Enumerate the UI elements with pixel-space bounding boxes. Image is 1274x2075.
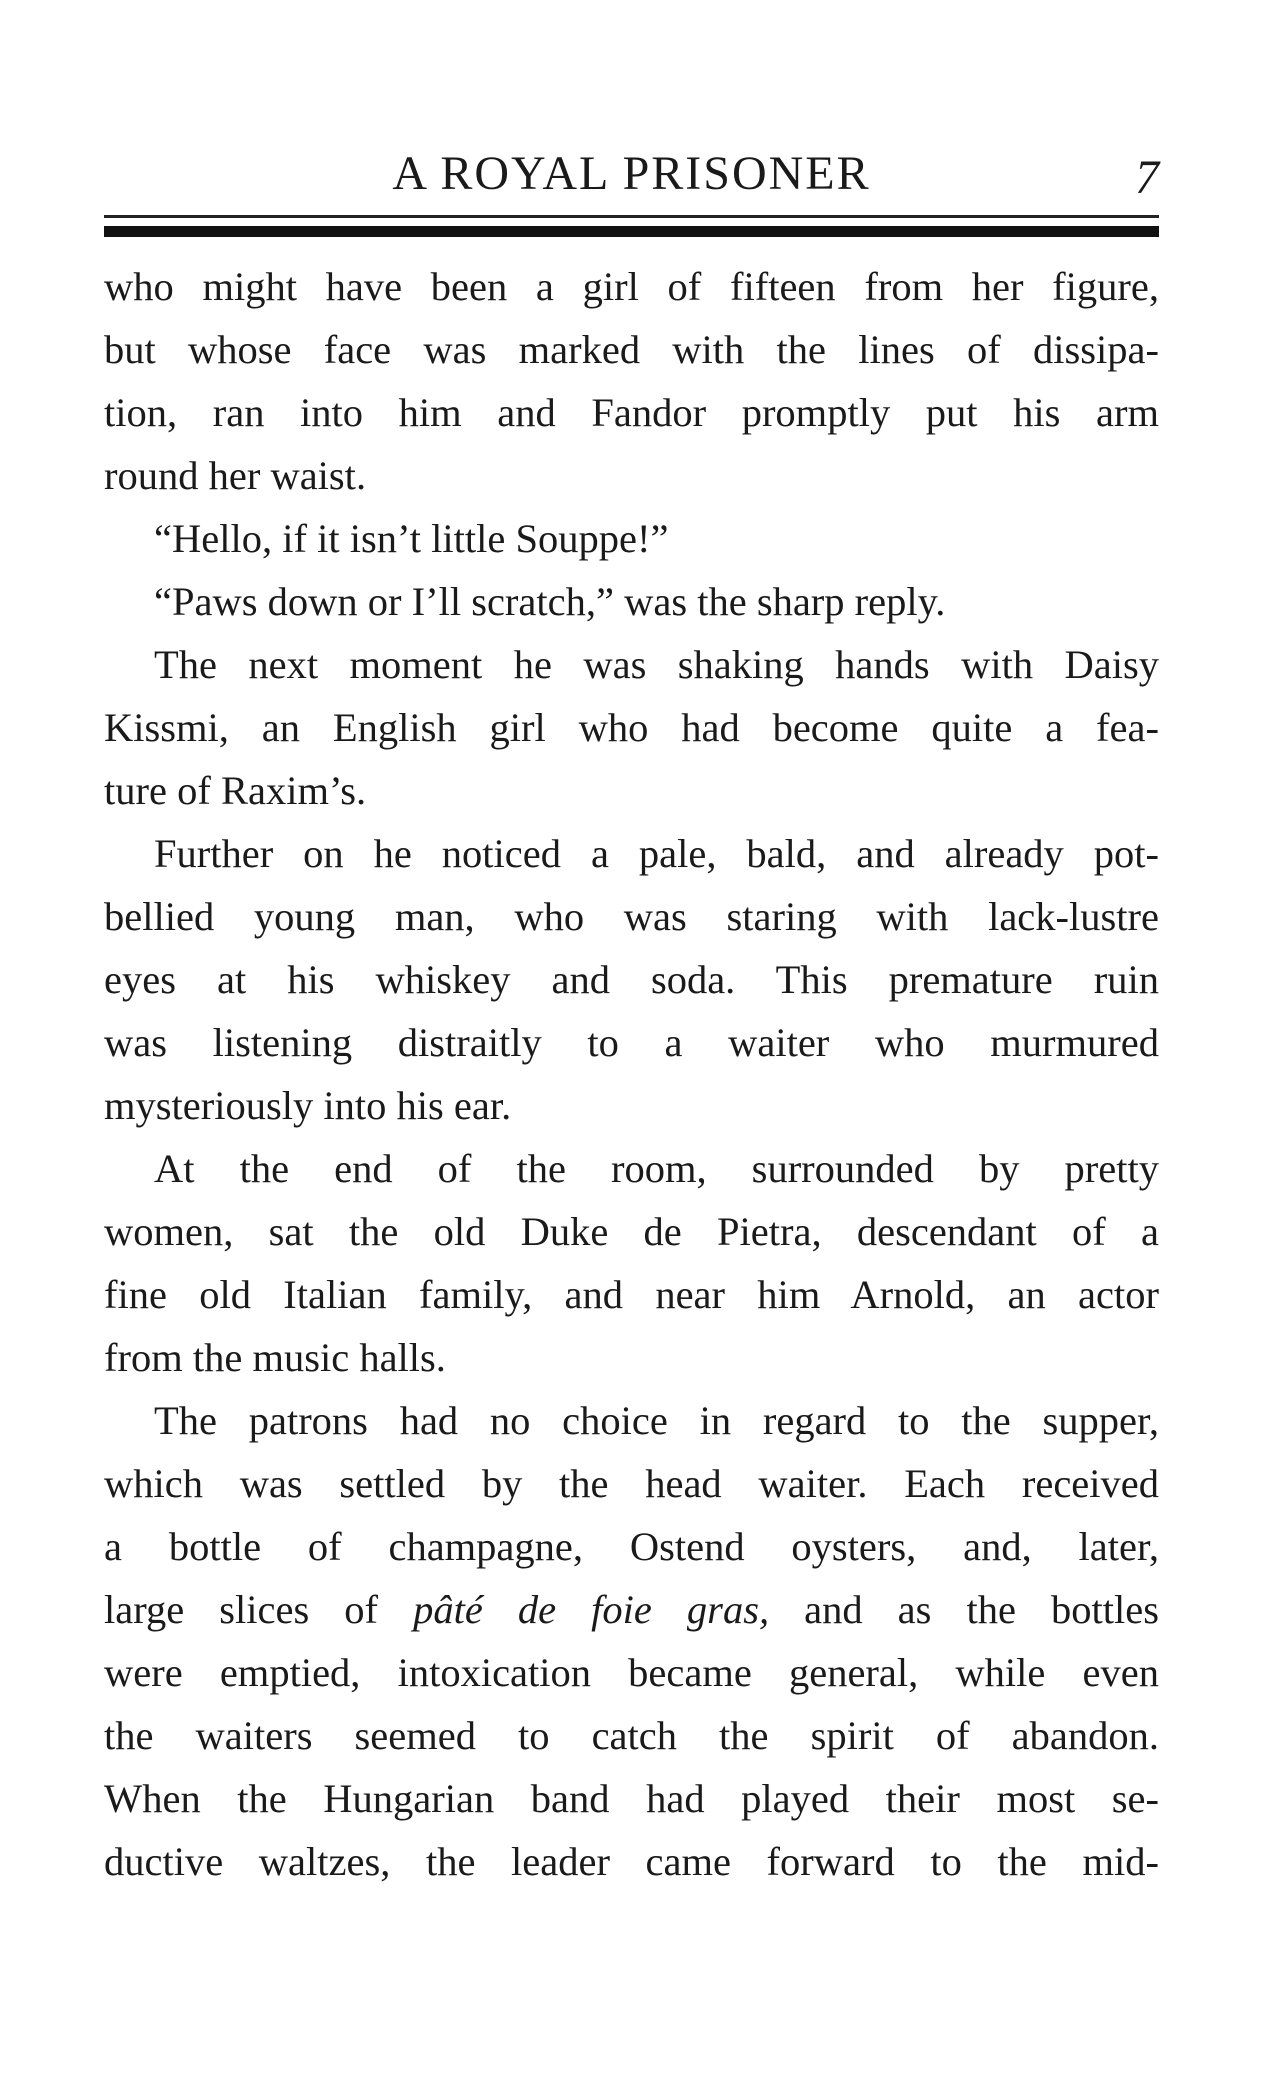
text-line: The patrons had no choice in regard to the supper, [154,1398,1159,1443]
text-line: the waiters seemed to catch the spirit of abandon. [104,1713,1159,1758]
page-number: 7 [1135,151,1159,204]
text-line: ductive waltzes, the leader came forward to the mid- [104,1839,1159,1884]
text-line: was listening distraitly to a waiter who murmured [104,1020,1159,1065]
running-title: A ROYAL PRISONER [392,147,871,200]
text-line: At the end of the room, surrounded by pretty [154,1146,1159,1191]
text-line: were emptied, intoxication became general, while even [104,1650,1159,1695]
text-line [104,1578,1159,1641]
text-line: a bottle of champagne, Ostend oysters, and, later, [104,1524,1159,1569]
text-line: When the Hungarian band had played their most se- [104,1776,1159,1821]
text-line: The next moment he was shaking hands with Daisy [154,642,1159,687]
text-line: bellied young man, who was staring with lack-lustre [104,894,1159,939]
text-line: “Hello, if it isn’t little Souppe!” [154,516,669,561]
text-line: which was settled by the head waiter. Each received [104,1461,1159,1506]
header-rule-thin [104,215,1159,218]
text-line: women, sat the old Duke de Pietra, descendant of a [104,1209,1159,1254]
text-line: ture of Raxim’s. [104,768,367,813]
body-text [104,255,1159,1893]
text-line: eyes at his whiskey and soda. This premature ruin [104,957,1159,1002]
text-line: round her waist. [104,453,367,498]
italic-phrase: pâté de foie gras, [413,1587,770,1632]
text-line: fine old Italian family, and near him Arnold, an actor [104,1272,1159,1317]
text-line: Kissmi, an English girl who had become quite a fea- [104,705,1159,750]
header-rule-thick [104,226,1159,237]
text-line: from the music halls. [104,1335,446,1380]
text-line: mysteriously into his ear. [104,1083,512,1128]
text-line: but whose face was marked with the lines of dissipa- [104,327,1159,372]
text-line: who might have been a girl of fifteen from her figure, [104,264,1159,309]
text-line: Further on he noticed a pale, bald, and already pot- [154,831,1159,876]
text-segment: and as the bottles [769,1587,1159,1632]
text-line: “Paws down or I’ll scratch,” was the sharp reply. [154,579,946,624]
text-line: tion, ran into him and Fandor promptly put his arm [104,390,1159,435]
page-header [104,138,1159,208]
text-segment: large slices of [104,1587,414,1632]
